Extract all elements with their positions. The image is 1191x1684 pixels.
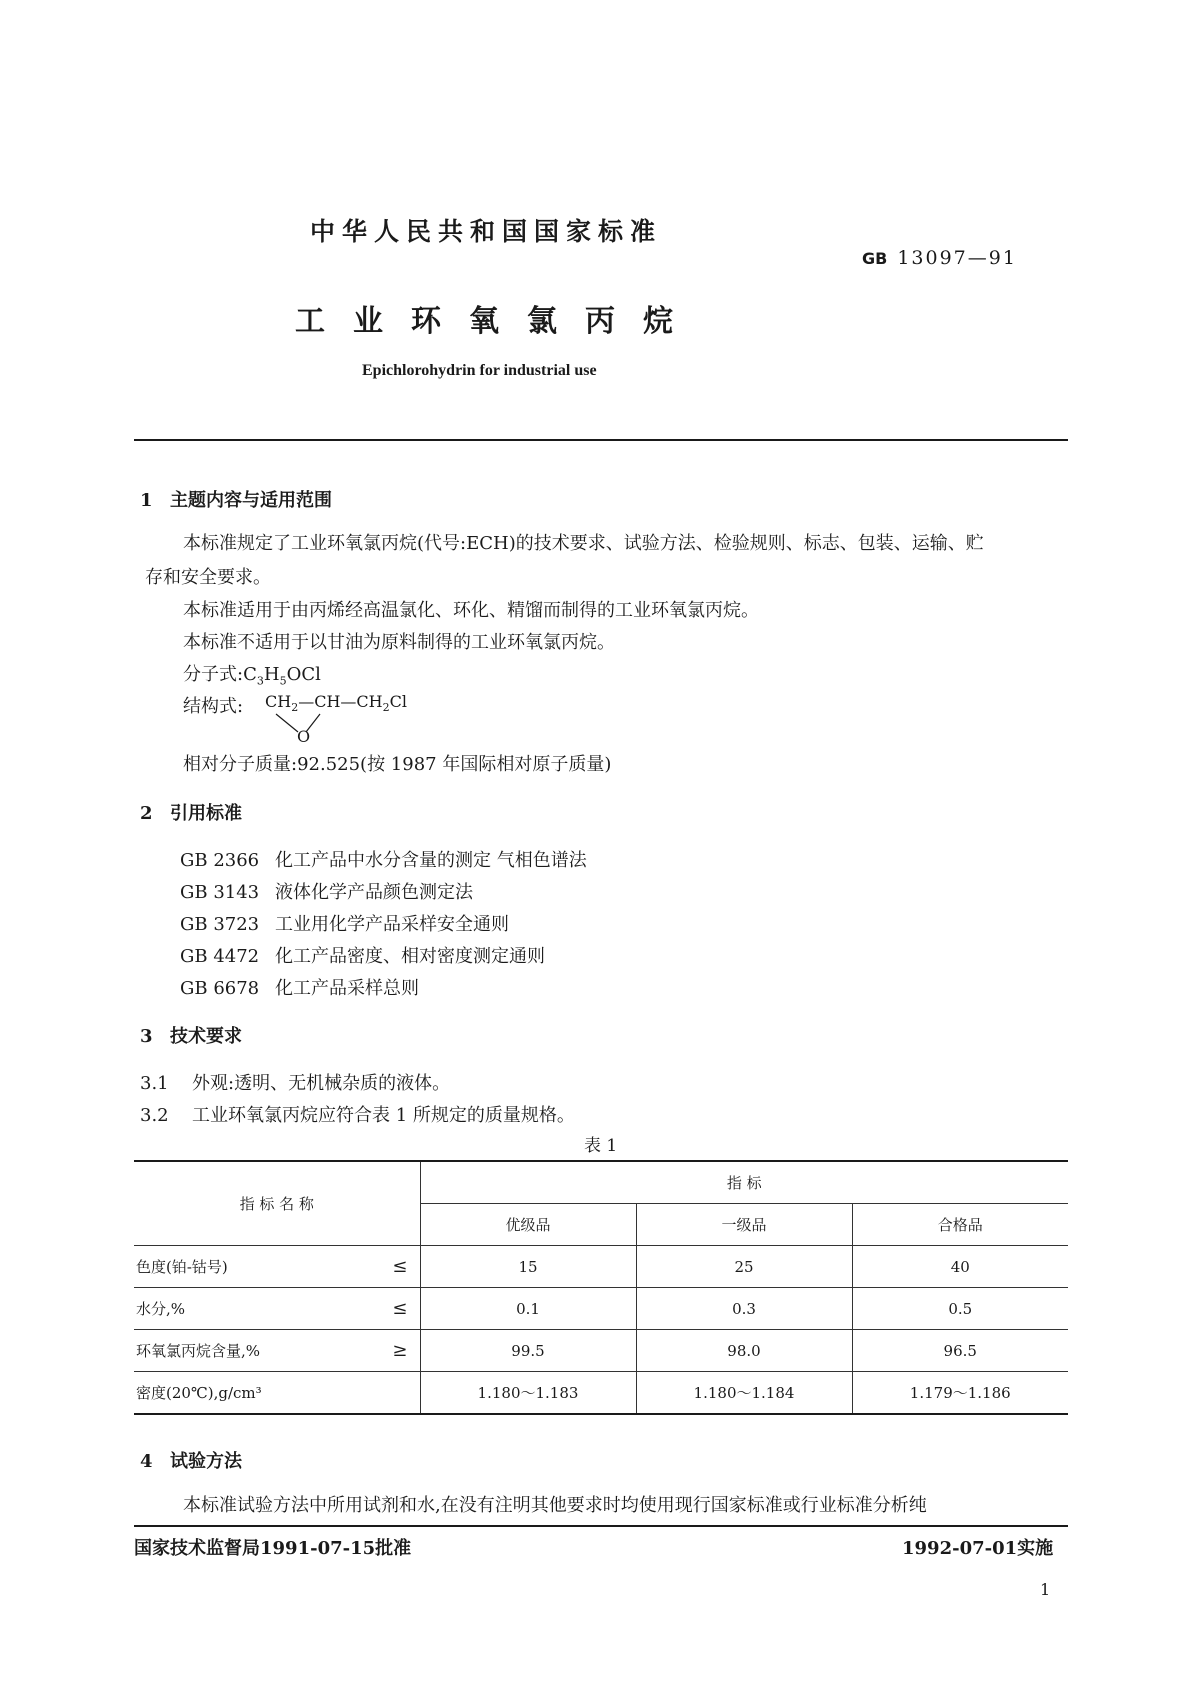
row-name: ≤ 水分,% <box>134 1288 420 1330</box>
cell-value: 1.180～1.183 <box>420 1372 636 1415</box>
approval-date: 国家技术监督局1991-07-15批准 <box>134 1538 412 1559</box>
reference-item: GB 3143 液体化学产品颜色测定法 <box>180 882 473 903</box>
cell-value: 0.1 <box>420 1288 636 1330</box>
document-title-cn: 工业环氧氯丙烷 <box>295 304 701 339</box>
reference-item: GB 2366 化工产品中水分含量的测定 气相色谱法 <box>180 850 587 871</box>
cell-value: 15 <box>420 1246 636 1288</box>
footer-divider <box>134 1525 1068 1527</box>
section-4-para-1: 本标准试验方法中所用试剂和水,在没有注明其他要求时均使用现行国家标准或行业标准分析纯 <box>183 1495 927 1516</box>
cell-value: 40 <box>852 1246 1068 1288</box>
cell-value: 1.180～1.184 <box>636 1372 852 1415</box>
row-name: ≤ 色度(铂-钴号) <box>134 1246 420 1288</box>
section-1-para-2: 本标准适用于由丙烯经高温氯化、环化、精馏而制得的工业环氧氯丙烷。 <box>183 600 759 621</box>
row-name: ≥ 环氧氯丙烷含量,% <box>134 1330 420 1372</box>
formula-value: $C_3H_5OCl$ <box>243 664 321 688</box>
document-title-en: Epichlorohydrin for industrial use <box>362 362 597 379</box>
grade-premium: 优级品 <box>420 1204 636 1246</box>
table-caption: 表 1 <box>584 1136 618 1156</box>
section-1-para-1-cont: 存和安全要求。 <box>145 567 271 588</box>
row-name: 密度(20℃),g/cm³ <box>134 1372 420 1415</box>
reference-item: GB 3723 工业用化学产品采样安全通则 <box>180 914 509 935</box>
section-3-heading: 3 技术要求 <box>140 1026 242 1047</box>
table-header-row <box>134 1162 1068 1204</box>
header-index-name: 指 标 名 称 <box>134 1162 420 1246</box>
header-divider <box>134 439 1068 441</box>
reference-item: GB 6678 化工产品采样总则 <box>180 978 419 999</box>
section-1-heading: 1 主题内容与适用范围 <box>140 490 332 511</box>
cell-value: 25 <box>636 1246 852 1288</box>
cell-value: 99.5 <box>420 1330 636 1372</box>
structural-formula: $CH_2—CH—CH_2Cl$ <box>265 692 407 715</box>
clause-3-1: 3.1 外观:透明、无机械杂质的液体。 <box>140 1073 451 1094</box>
cell-value: 1.179～1.186 <box>852 1372 1068 1415</box>
table-row <box>134 1330 1068 1372</box>
cell-value: 98.0 <box>636 1330 852 1372</box>
clause-3-2: 3.2 工业环氧氯丙烷应符合表 1 所规定的质量规格。 <box>140 1105 575 1126</box>
table-row <box>134 1246 1068 1288</box>
quality-spec-table <box>134 1162 1068 1415</box>
cell-value: 0.5 <box>852 1288 1068 1330</box>
table-row <box>134 1288 1068 1330</box>
epoxide-oxygen: O <box>297 727 311 746</box>
effective-date: 1992-07-01实施 <box>902 1538 1054 1559</box>
header-index: 指 标 <box>420 1162 1068 1204</box>
cell-value: 96.5 <box>852 1330 1068 1372</box>
standard-number <box>862 247 1017 269</box>
page-number: 1 <box>1040 1580 1051 1599</box>
grade-qualified: 合格品 <box>852 1204 1068 1246</box>
section-4-heading: 4 试验方法 <box>140 1451 242 1472</box>
reference-item: GB 4472 化工产品密度、相对密度测定通则 <box>180 946 545 967</box>
table-row <box>134 1372 1068 1415</box>
national-standard-title: 中华人民共和国国家标准 <box>310 217 663 246</box>
relative-molecular-mass: 相对分子质量:92.525(按 1987 年国际相对原子质量) <box>183 754 612 775</box>
section-1-para-3: 本标准不适用于以甘油为原料制得的工业环氧氯丙烷。 <box>183 632 615 653</box>
standard-code: 13097—91 <box>897 247 1017 269</box>
cell-value: 0.3 <box>636 1288 852 1330</box>
section-1-para-1: 本标准规定了工业环氧氯丙烷(代号:ECH)的技术要求、试验方法、检验规则、标志、包装、运输、贮 <box>183 533 984 554</box>
molecular-formula: 分子式$:C_3H_5OCl$ <box>183 664 321 688</box>
standard-prefix: GB <box>862 249 888 268</box>
structural-formula-label: 结构式: <box>183 696 244 717</box>
grade-first: 一级品 <box>636 1204 852 1246</box>
section-2-heading: 2 引用标准 <box>140 803 242 824</box>
